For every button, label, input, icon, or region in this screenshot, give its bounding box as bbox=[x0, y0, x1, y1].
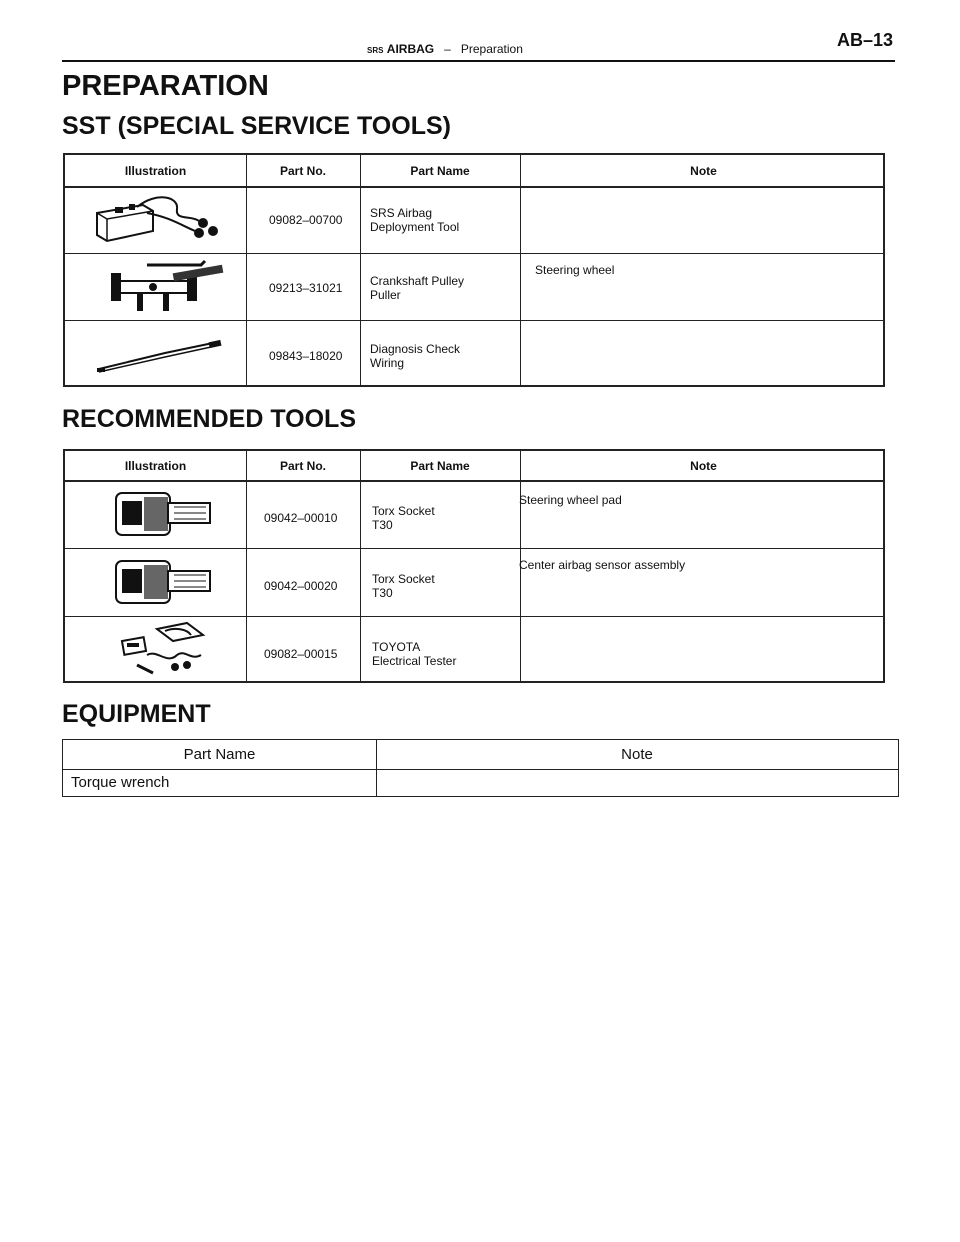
sst-heading: SST (SPECIAL SERVICE TOOLS) bbox=[62, 112, 451, 140]
pulley-puller-icon bbox=[103, 259, 233, 315]
recommended-row-2-part-name bbox=[372, 572, 435, 600]
recommended-heading: RECOMMENDED TOOLS bbox=[62, 405, 356, 433]
torx-socket-icon bbox=[110, 487, 220, 541]
sst-col-part-name: Part Name bbox=[410, 164, 470, 178]
sst-row-2-part-name bbox=[370, 274, 464, 302]
airbag-deployment-tool-icon bbox=[87, 191, 237, 247]
recommended-row-2-note: Center airbag sensor assembly bbox=[519, 558, 686, 572]
recommended-col-note: Note bbox=[690, 459, 717, 473]
sst-table bbox=[63, 153, 885, 387]
recommended-row-3-part-name bbox=[372, 640, 456, 668]
sst-col-illustration: Illustration bbox=[124, 164, 187, 178]
page-number: AB–13 bbox=[836, 30, 893, 50]
part-name-line-2: Deployment Tool bbox=[370, 220, 460, 234]
part-name-line-2: Puller bbox=[370, 288, 401, 302]
part-name-line-2: Wiring bbox=[370, 356, 405, 370]
part-name-line-1: Torx Socket bbox=[372, 572, 435, 586]
header-subsection: Preparation bbox=[460, 42, 523, 56]
equipment-table bbox=[62, 739, 899, 797]
equipment-col-part-name: Part Name bbox=[183, 746, 256, 763]
sst-col-note: Note bbox=[690, 164, 717, 178]
recommended-col-part-name: Part Name bbox=[410, 459, 470, 473]
recommended-row-1-note: Steering wheel pad bbox=[519, 493, 622, 507]
sst-col-part-no: Part No. bbox=[279, 164, 326, 178]
torx-socket-icon bbox=[110, 555, 220, 609]
recommended-row-2-part-no: 09042–00020 bbox=[264, 579, 338, 593]
part-name-line-1: Torx Socket bbox=[372, 504, 435, 518]
recommended-row-1-part-no: 09042–00010 bbox=[264, 511, 338, 525]
electrical-tester-icon bbox=[117, 621, 217, 679]
recommended-col-part-no: Part No. bbox=[279, 459, 326, 473]
part-name-line-1: SRS Airbag bbox=[370, 206, 433, 220]
page-title: PREPARATION bbox=[62, 70, 269, 102]
sst-row-1-part-no: 09082–00700 bbox=[269, 213, 343, 227]
sst-row-3-part-name bbox=[370, 342, 460, 370]
equipment-col-note: Note bbox=[621, 746, 653, 763]
part-name-line-2: T30 bbox=[372, 518, 393, 532]
sst-row-2-note: Steering wheel bbox=[535, 263, 615, 277]
sst-row-3-part-no: 09843–18020 bbox=[269, 349, 343, 363]
page-header bbox=[62, 28, 895, 62]
recommended-col-illustration: Illustration bbox=[124, 459, 187, 473]
recommended-row-3-part-no: 09082–00015 bbox=[264, 647, 338, 661]
header-section-name: AIRBAG bbox=[386, 42, 435, 56]
equipment-row-1-name: Torque wrench bbox=[71, 774, 170, 791]
equipment-heading: EQUIPMENT bbox=[62, 700, 211, 728]
part-name-line-1: Crankshaft Pulley bbox=[370, 274, 465, 288]
header-section bbox=[367, 42, 523, 56]
part-name-line-1: TOYOTA bbox=[372, 640, 421, 654]
part-name-line-1: Diagnosis Check bbox=[370, 342, 461, 356]
recommended-table bbox=[63, 449, 885, 683]
recommended-row-1-part-name bbox=[372, 504, 435, 532]
header-srs: SRS bbox=[367, 46, 384, 55]
sst-row-1-part-name bbox=[370, 206, 459, 234]
sst-row-2-part-no: 09213–31021 bbox=[269, 281, 343, 295]
part-name-line-2: T30 bbox=[372, 586, 393, 600]
check-wire-icon bbox=[95, 335, 235, 375]
part-name-line-2: Electrical Tester bbox=[372, 654, 457, 668]
header-dash: – bbox=[444, 42, 451, 56]
